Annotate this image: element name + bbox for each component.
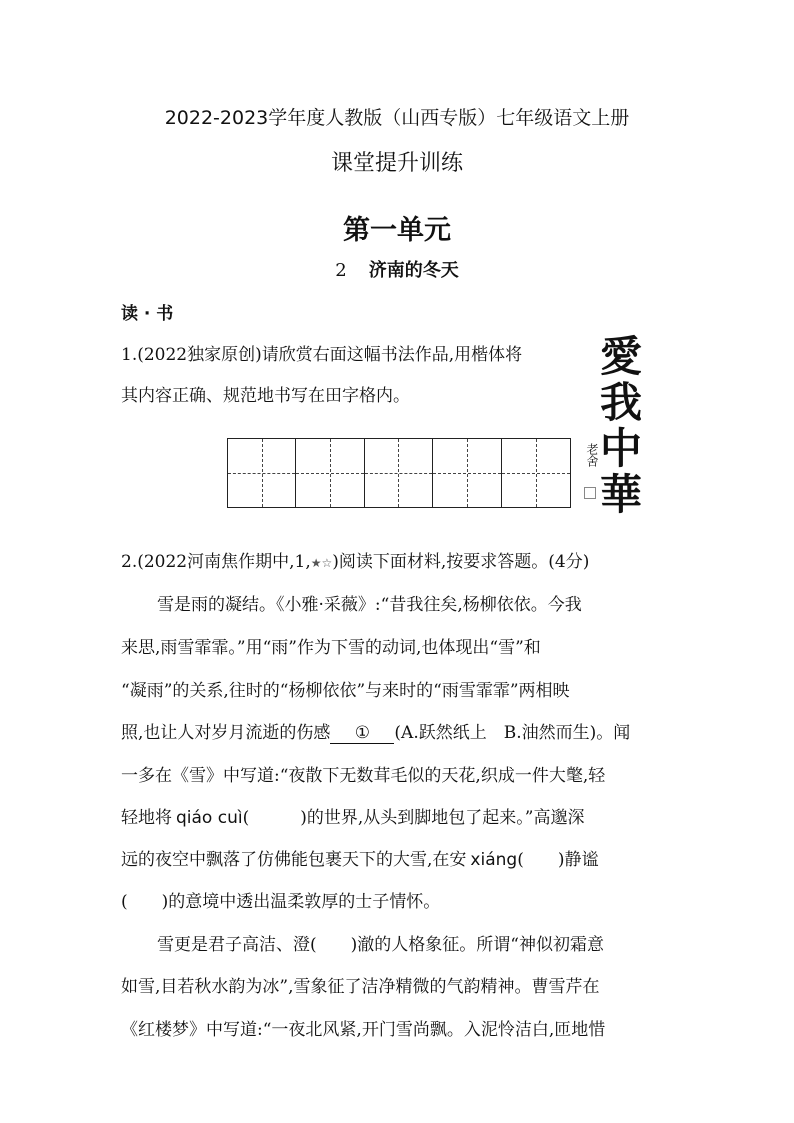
q2-prefix: 2.(2022河南焦作期中,1,	[121, 552, 311, 572]
passage-line: 《红楼梦》中写道:“一夜北风紧,开门雪尚飘。入泥怜洁白,匝地惜	[121, 1020, 606, 1040]
calligraphy-char: 我	[600, 378, 643, 427]
passage-line: 雪更是君子高洁、澄( )澈的人格象征。所谓“神似初霜意	[157, 935, 604, 955]
lesson-title: 济南的冬天	[368, 260, 459, 281]
difficulty-star-icon: ★☆	[310, 556, 333, 570]
document-subtitle: 课堂提升训练	[330, 151, 463, 176]
q2-header	[121, 547, 589, 572]
q1-line1: 1.(2022独家原创)请欣赏右面这幅书法作品,用楷体将	[121, 345, 523, 365]
grid-cell[interactable]	[502, 439, 570, 507]
passage-line	[121, 718, 630, 744]
passage-text: (A.跃然纸上 B.油然而生)。闻	[394, 723, 631, 743]
passage-line	[121, 845, 598, 870]
grid-cell[interactable]	[296, 439, 364, 507]
q2-suffix: )阅读下面材料,按要求答题。(4分)	[332, 552, 590, 572]
grid-cell[interactable]	[433, 439, 501, 507]
calligraphy-char: 華	[600, 470, 643, 519]
calligraphy-char: 中	[600, 424, 643, 473]
seal-icon	[584, 487, 596, 499]
tianzige-grid[interactable]	[227, 438, 571, 508]
grid-cell[interactable]	[365, 439, 433, 507]
unit-heading: 第一单元	[343, 215, 451, 246]
passage-line: 雪是雨的凝结。《小雅·采薇》:“昔我往矣,杨柳依依。今我	[157, 595, 582, 615]
calligraphy-signature: 老舍	[585, 443, 599, 467]
passage-line	[121, 803, 584, 828]
passage-line: “凝雨”的关系,往时的“杨柳依依”与来时的“雨雪霏霏”两相映	[121, 681, 570, 701]
calligraphy-artwork	[582, 332, 654, 525]
passage-text: ( )的世界,从头到脚地包了起来。”高邈深	[242, 808, 585, 828]
lesson-heading	[0, 256, 794, 282]
passage-text: 远的夜空中飘落了仿佛能包裹天下的大雪,在安	[121, 850, 467, 870]
passage-text: 轻地将	[121, 808, 172, 828]
passage-text: ( )静谧	[517, 850, 599, 870]
document-title: 2022-2023学年度人教版（山西专版）七年级语文上册	[164, 107, 630, 129]
passage-line: 来思,雨雪霏霏。”用“雨”作为下雪的动词,也体现出“雪”和	[121, 638, 541, 658]
q1-line2: 其内容正确、规范地书写在田字格内。	[121, 386, 410, 406]
section-heading: 读 · 书	[121, 304, 174, 324]
pinyin-text: xiáng	[470, 850, 518, 870]
passage-line: 一多在《雪》中写道:“夜散下无数茸毛似的天花,织成一件大氅,轻	[121, 766, 606, 786]
passage-line: ( )的意境中透出温柔敦厚的士子情怀。	[121, 892, 441, 912]
passage-text: 照,也让人对岁月流逝的伤感	[121, 723, 331, 743]
pinyin-text: qiáo cuì	[176, 808, 243, 828]
lesson-number: 2	[335, 260, 347, 281]
grid-cell[interactable]	[228, 439, 296, 507]
answer-blank-1[interactable]: ①	[330, 723, 394, 744]
passage-line: 如雪,目若秋水韵为冰”,雪象征了洁净精微的气韵精神。曹雪芹在	[121, 977, 600, 997]
calligraphy-char: 愛	[600, 332, 643, 381]
